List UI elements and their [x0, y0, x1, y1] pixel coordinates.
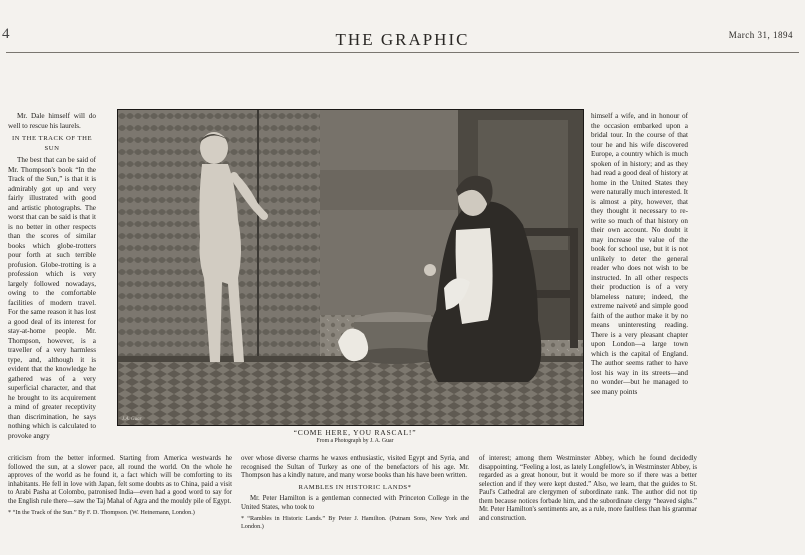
issue-date: March 31, 1894	[728, 30, 793, 40]
caption-title: “COME HERE, YOU RASCAL!”	[293, 428, 417, 437]
bottom-col1-paragraph: criticism from the better informed. Starting from America westwards he followed the sun, at a slower pace, all round the world. On the whole he approves of the world as he found it, a fact which will be comforting to its inhabitants. He fell in love with Japan, felt some doubts as to China, paid a visit to Arabi Pasha at Colombo, patronised India—even had a good word to say for the English rule there—saw the Taj Mahal of Agra and the mouldy pile of Egypt.	[8, 455, 232, 505]
photo-caption	[240, 428, 470, 444]
bottom-column-3	[479, 455, 697, 541]
photograph-illustration	[118, 110, 583, 425]
section-heading-rambles: RAMBLES IN HISTORIC LANDS*	[298, 483, 412, 491]
bottom-column-1	[8, 455, 232, 541]
right-body-paragraph: himself a wife, and in honour of the occasion embarked upon a bridal tour. In the course of that tour he and his wife discovered Europe, a country which is much spoken of in history; and as they had read a good deal of history at home in the United States they were naturally much interested. It is almost a pity, however, that they thought it necessary to re-write so much of that history on their own account. No doubt it may increase the value of the book for school use, but it is not unlikely to deter the general reader who does not wish to be instructed. In all other respects their production is of a very blameless nature; indeed, the extreme naiveté and simple good faith of the author make it by no means uninteresting reading. There is a very pleasant chapter upon London—a large town which is the capital of England. The author seems rather to have lost his way in its streets—and no wonder—but he managed to see many points	[591, 112, 688, 396]
photograph	[117, 109, 584, 426]
page-number: 4	[2, 26, 10, 42]
masthead: THE GRAPHIC	[335, 30, 470, 49]
bottom-col3-paragraph: of interest; among them Westminster Abbey, which he found decidedly disappointing. “Feeling a lost, as lately Longfellow's, in Westminster Abbey, is regarded as a great honour, but it would be more so if there was a better selection and if they were kept dusted.” Also, we learn, that the guides to St. Paul's Cathedral are clergymen of subordinate rank. The author did not tip them because notices forbade him, and the subordinate clergy “heaved sighs.” Mr. Peter Hamilton's sentiments are, as a rule, more faultless than his grammar and construction.	[479, 455, 697, 522]
footnote-sun: * “In the Track of the Sun.” By F. D. Thompson. (W. Heinemann, London.)	[8, 509, 195, 516]
left-column	[8, 112, 96, 440]
left-body-paragraph: The best that can be said of Mr. Thompson's book “In the Track of the Sun,” is that it is admirably got up and very fairly illustrated with good and artistic photographs. The worst that can be said is that it is no better in other respects than the scores of similar books which globe-trotters pour forth at such terrible profusion. Globe-trotting is a profession which is very largely followed nowadays, owing to the comfortable facilities of modern travel. For the same reason it has lost a good deal of its interest for stay-at-home people. Mr. Thompson, however, is a traveller of a very harmless type, and, although it is evident that the knowledge he gathered was of a very superficial character, and that he brought to its acquirement a mind of greater receptivity than discrimination, he says nothing which is calculated to provoke angry	[8, 156, 96, 440]
bottom-col2-body: Mr. Peter Hamilton is a gentleman connected with Princeton College in the United States, who took to	[241, 495, 469, 511]
caption-credit: From a Photograph by J. A. Guar	[316, 438, 394, 444]
bottom-column-2	[241, 455, 469, 541]
section-heading: IN THE TRACK OF THE SUN	[11, 135, 93, 152]
left-lead-paragraph: Mr. Dale himself will do well to rescue his laurels.	[8, 112, 96, 130]
right-column	[591, 112, 688, 425]
header-rule	[6, 52, 799, 53]
bottom-col2-paragraph: over whose diverse charms he waxes enthusiastic, visited Egypt and Syria, and recognised the Sultan of Turkey as one of the benefactors of his age. Mr. Thompson has a kindly nature, and many worse books than his have been written.	[241, 455, 469, 479]
photo-corner-credit: J.A. Guar	[122, 417, 142, 422]
footnote-rambles: * “Rambles in Historic Lands.” By Peter J. Hamilton. (Putnam Sons, New York and London.)	[241, 515, 469, 531]
